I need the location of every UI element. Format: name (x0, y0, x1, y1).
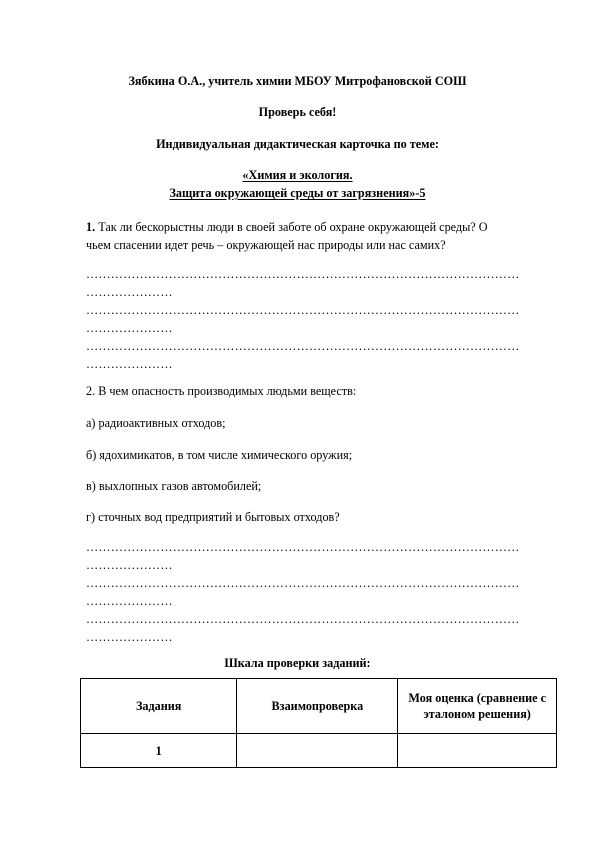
topic-line-2: Защита окружающей среды от загрязнения»-5 (169, 186, 426, 200)
answer-line: …………………………………………………………………………………………… (86, 303, 520, 317)
topic-line-1: «Химия и экология. (242, 168, 353, 182)
answer-line: ………………… (86, 321, 173, 335)
card-title: Индивидуальная дидактическая карточка по теме: (156, 137, 439, 151)
question-1-line-2: чьем спасении идет речь – окружающей нас природы или нас самих? (86, 238, 446, 252)
answer-line: ………………… (86, 357, 173, 371)
answer-line: …………………………………………………………………………………………… (86, 339, 520, 353)
table-header-cell: Задания (81, 679, 237, 734)
answer-line: …………………………………………………………………………………………… (86, 576, 520, 590)
answer-line: ………………… (86, 285, 173, 299)
table-header-cell: Взаимопроверка (237, 679, 398, 734)
scale-title: Шкала проверки заданий: (224, 656, 371, 670)
table-row (81, 734, 557, 768)
answer-line: …………………………………………………………………………………………… (86, 540, 520, 554)
question-2-item-b: б) ядохимикатов, в том числе химического оружия; (86, 448, 353, 462)
question-1-number: 1. (86, 220, 96, 234)
question-2-text: 2. В чем опасность производимых людьми веществ: (86, 384, 357, 398)
table-cell-input[interactable] (237, 734, 398, 768)
question-2-item-c: в) выхлопных газов автомобилей; (86, 479, 262, 493)
question-2-item-a: а) радиоактивных отходов; (86, 416, 226, 430)
table-cell-input[interactable] (398, 734, 557, 768)
answer-line: …………………………………………………………………………………………… (86, 267, 520, 281)
question-2-item-d: г) сточных вод предприятий и бытовых отходов? (86, 510, 340, 524)
check-table (80, 678, 557, 768)
check-title: Проверь себя! (258, 105, 337, 119)
table-header-cell: Моя оценка (сравнение с эталоном решения) (398, 679, 557, 734)
author-line: Зябкина О.А., учитель химии МБОУ Митрофановской СОШ (128, 74, 467, 88)
table-cell: 1 (81, 734, 237, 768)
answer-line: ………………… (86, 594, 173, 608)
question-1-text: Так ли бескорыстны люди в своей заботе об охране окружающей среды? О (95, 220, 488, 234)
answer-line: ………………… (86, 558, 173, 572)
table-header-row (81, 679, 557, 734)
answer-line: …………………………………………………………………………………………… (86, 612, 520, 626)
question-1-line-1 (86, 221, 556, 233)
answer-line: ………………… (86, 630, 173, 644)
